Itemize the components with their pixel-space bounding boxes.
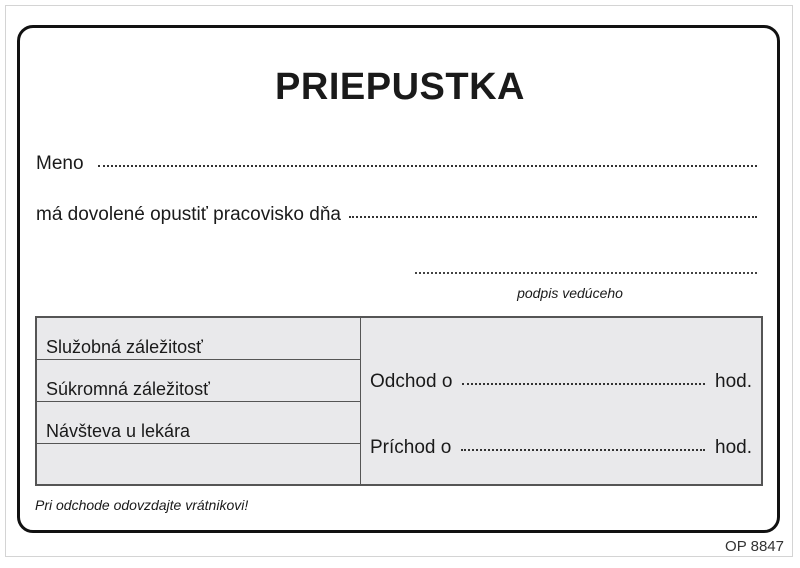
signature-line[interactable] xyxy=(415,272,757,274)
date-dotted-line[interactable] xyxy=(349,215,757,218)
form-title: PRIEPUSTKA xyxy=(275,66,525,108)
form-code: OP 8847 xyxy=(725,538,784,555)
date-label: má dovolené opustiť pracovisko dňa xyxy=(36,204,341,225)
name-dotted-line[interactable] xyxy=(98,164,757,167)
departure-dotted-line[interactable] xyxy=(462,382,705,385)
reason-item[interactable]: Súkromná záležitosť xyxy=(37,360,360,402)
arrival-time-field[interactable] xyxy=(370,437,752,459)
signature-label: podpis vedúceho xyxy=(517,285,623,301)
reason-item[interactable]: Návšteva u lekára xyxy=(37,402,360,444)
reason-item-blank[interactable] xyxy=(37,444,360,486)
name-field[interactable] xyxy=(36,153,757,175)
reason-item[interactable]: Služobná záležitosť xyxy=(37,318,360,360)
reason-list xyxy=(37,318,361,484)
date-field[interactable] xyxy=(36,204,757,226)
departure-unit: hod. xyxy=(715,371,752,392)
arrival-label: Príchod o xyxy=(370,437,452,458)
departure-label: Odchod o xyxy=(370,371,453,392)
reason-time-table xyxy=(35,316,763,486)
departure-time-field[interactable] xyxy=(370,371,752,393)
arrival-unit: hod. xyxy=(715,437,752,458)
footer-note: Pri odchode odovzdajte vrátnikovi! xyxy=(35,497,249,513)
name-label: Meno xyxy=(36,153,84,174)
arrival-dotted-line[interactable] xyxy=(461,448,705,451)
